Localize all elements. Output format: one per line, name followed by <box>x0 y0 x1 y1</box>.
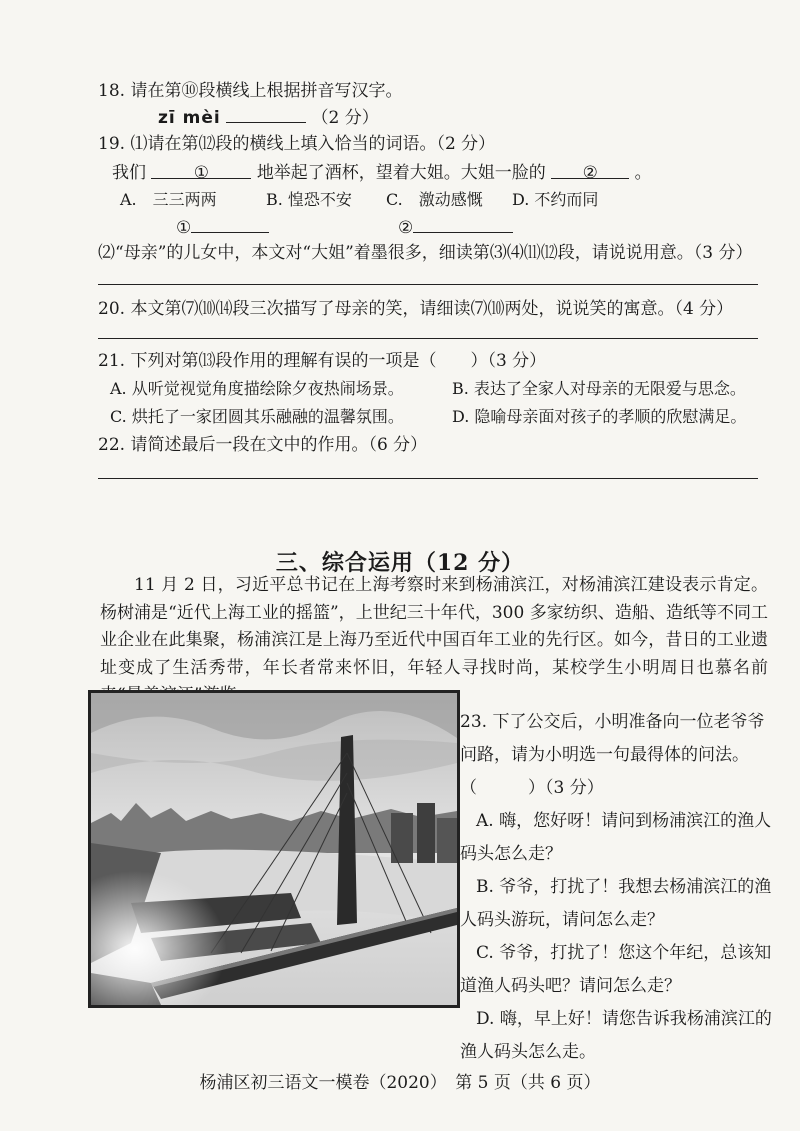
answer-line-20[interactable] <box>98 338 758 339</box>
option-c: C. 爷爷，打扰了！您这个年纪，总该知道渔人码头吧？请问怎么走？ <box>460 943 772 996</box>
question-19-part2: ⑵“母亲”的儿女中，本文对“大姐”着墨很多，细读第⑶⑷⑾⑿段，请说说用意。（3 分） <box>98 243 753 263</box>
option-b: B. 表达了全家人对母亲的无限爱与思念。 <box>452 379 746 398</box>
question-22: 22. 请简述最后一段在文中的作用。（6 分） <box>98 435 428 455</box>
question-18: 18. 请在第⑩段横线上根据拼音写汉字。 <box>98 81 403 101</box>
question-18-pinyin-line <box>158 106 379 129</box>
blank-1-mark: ① <box>193 163 210 183</box>
pinyin-text: zī mèi <box>158 108 221 128</box>
question-23-stem: 23. 下了公交后，小明准备向一位老爷爷问路，请为小明选一句最得体的问法。 <box>460 712 765 765</box>
option-d: D. 不约而同 <box>512 190 599 209</box>
score-label: （2 分） <box>311 108 379 128</box>
answer-blank-1[interactable] <box>191 216 269 233</box>
sentence-text: 我们 <box>112 163 146 183</box>
section-paragraph: 11 月 2 日，习近平总书记在上海考察时来到杨浦滨江，对杨浦滨江建设表示肯定。杨树浦是“近代上海工业的摇篮”，上世纪三十年代，300 多家纺织、造船、造纸等不同工业企业在此集聚，杨浦滨江是上海乃至近代中国百年工业的先行区。如今，昔日的工业遗址变成了生活秀带，年长者常来怀旧，年轻人寻找时尚，某校学生小明周日也慕名前 <box>100 575 768 678</box>
question-23-bracket: （ ）（3 分） <box>460 778 604 798</box>
answer-line-22[interactable] <box>98 478 758 479</box>
option-b: B. 惶恐不安 <box>266 190 352 209</box>
option-a: A. 从听觉视觉角度描绘除夕夜热闹场景。 <box>110 379 404 398</box>
answer-1-mark: ① <box>176 218 192 238</box>
blank-2-mark: ② <box>582 163 598 183</box>
bridge-photo-illustration <box>91 693 457 1005</box>
option-c: C. 烘托了一家团圆其乐融融的温馨氛围。 <box>110 407 404 426</box>
question-20: 20. 本文第⑺⑽⒁段三次描写了母亲的笑，请细读⑺⑽两处，说说笑的寓意。（4 分） <box>98 299 734 319</box>
blank-1[interactable] <box>151 162 251 183</box>
option-d: D. 嗨，早上好！请您告诉我杨浦滨江的渔人码头怎么走。 <box>460 1009 772 1062</box>
question-23 <box>460 706 780 1069</box>
answer-blank[interactable] <box>226 106 306 123</box>
question-19-part1: 19. ⑴请在第⑿段的横线上填入恰当的词语。（2 分） <box>98 134 496 154</box>
answer-line-1 <box>176 216 269 239</box>
option-d: D. 隐喻母亲面对孩子的孝顺的欣慰满足。 <box>452 407 747 426</box>
sentence-text: 地举起了酒杯，望着大姐。大姐一脸的 <box>256 163 546 183</box>
option-a: A. 三三两两 <box>120 190 217 209</box>
answer-line-19-2[interactable] <box>98 284 758 285</box>
section-heading: 三、综合运用（12 分） <box>275 550 525 576</box>
bridge-photo <box>88 690 460 1008</box>
option-b: B. 爷爷，打扰了！我想去杨浦滨江的渔人码头游玩，请问怎么走？ <box>460 877 772 930</box>
question-19-sentence <box>112 162 652 184</box>
blank-2[interactable] <box>551 162 629 183</box>
option-c: C. 激动感慨 <box>386 190 483 209</box>
answer-2-mark: ② <box>398 218 414 238</box>
sentence-end: 。 <box>634 163 652 183</box>
question-21: 21. 下列对第⒀段作用的理解有误的一项是（ ）（3 分） <box>98 351 547 371</box>
page-footer: 杨浦区初三语文一模卷（2020） 第 5 页（共 6 页） <box>199 1073 601 1093</box>
option-a: A. 嗨，您好呀！请问到杨浦滨江的渔人码头怎么走？ <box>460 811 772 864</box>
answer-blank-2[interactable] <box>413 216 513 233</box>
answer-line-2 <box>398 216 513 239</box>
